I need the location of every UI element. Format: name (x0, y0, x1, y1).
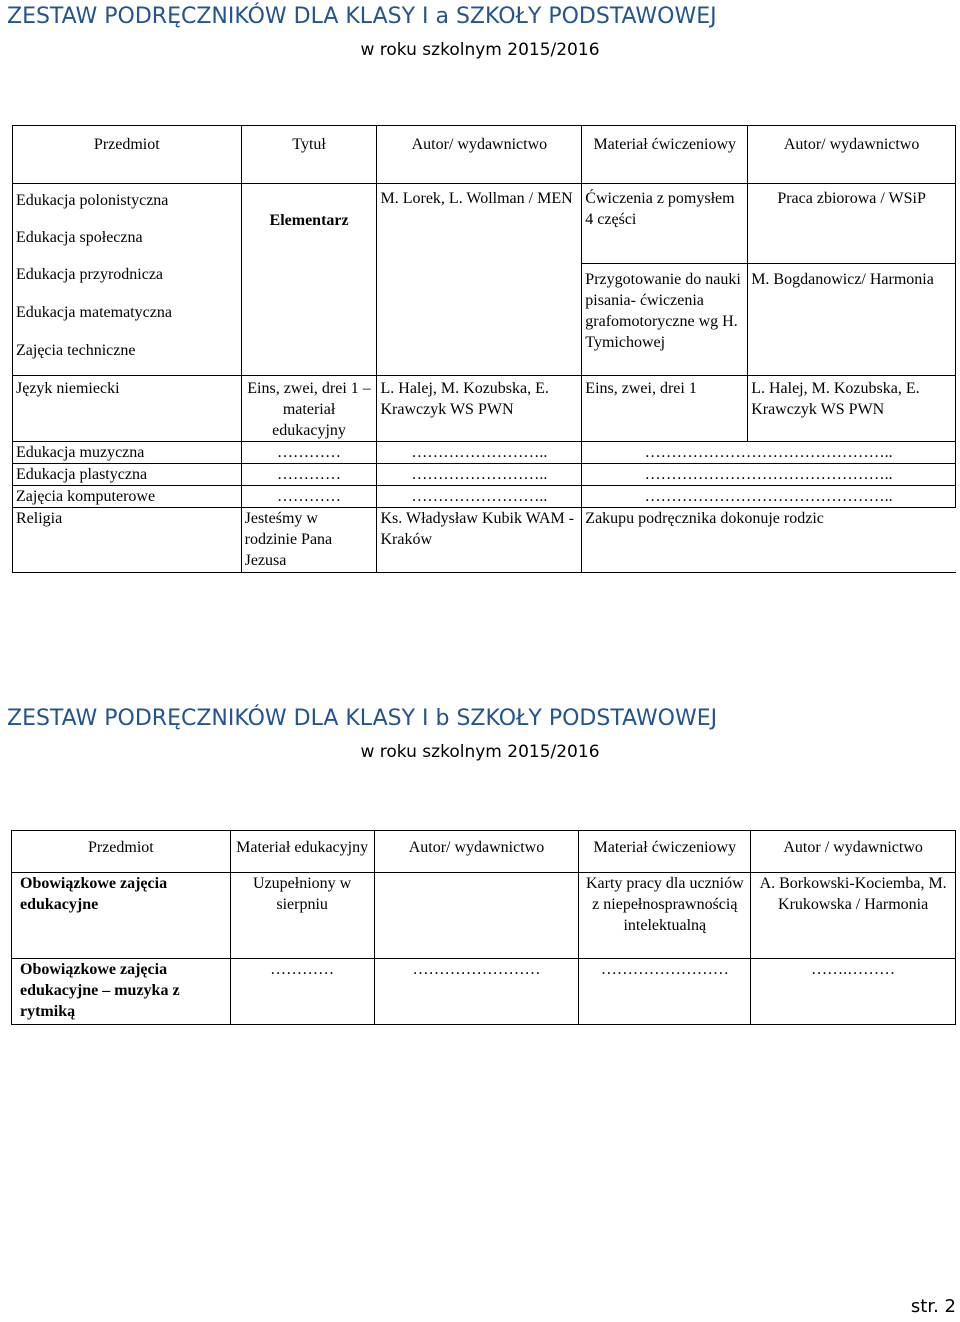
header-cell: Materiał ćwiczeniowy (579, 831, 751, 873)
table-row (13, 184, 956, 264)
dotted-cell: ……………………………………….. (582, 442, 956, 464)
dotted-cell: ………… (241, 486, 377, 508)
section-a-title: ZESTAW PODRĘCZNIKÓW DLA KLASY I a SZKOŁY PODSTAWOWEJ (7, 4, 717, 29)
header-cell: Materiał ćwiczeniowy (582, 126, 748, 184)
subject-cell: Obowiązkowe zajęcia edukacyjne – muzyka z rytmiką (12, 959, 231, 1025)
material-author-cell: L. Halej, M. Kozubska, E. Krawczyk WS PWN (748, 376, 956, 442)
exercise-cell: Karty pracy dla uczniów z niepełnosprawnością intelektualną (579, 873, 751, 959)
subject-item: Zajęcia techniczne (16, 342, 136, 359)
class-ib-books-table (11, 830, 956, 1025)
subject-cell: Religia (13, 508, 242, 573)
author-cell: L. Halej, M. Kozubska, E. Krawczyk WS PWN (377, 376, 582, 442)
material-cell: Przygotowanie do nauki pisania- ćwiczenia grafomotoryczne wg H. Tymichowej (582, 264, 748, 376)
table-row (13, 376, 956, 442)
class-ia-books-table (12, 125, 956, 573)
header-cell: Przedmiot (12, 831, 231, 873)
table-row (13, 486, 956, 508)
exercise-author-cell: A. Borkowski-Kociemba, M. Krukowska / Harmonia (751, 873, 956, 959)
subject-item: Edukacja przyrodnicza (16, 266, 164, 283)
header-cell: Tytuł (241, 126, 377, 184)
subject-item: Edukacja społeczna (16, 229, 143, 246)
table-header-row (12, 831, 956, 873)
table-row (13, 442, 956, 464)
dotted-cell: ………… (230, 959, 374, 1025)
note-cell: Zakupu podręcznika dokonuje rodzic (582, 508, 956, 573)
title-cell (241, 264, 377, 376)
dotted-cell: …………………….. (377, 486, 582, 508)
material-cell: Ćwiczenia z pomysłem 4 części (582, 184, 748, 264)
table-header-row (13, 126, 956, 184)
title-cell: Eins, zwei, drei 1 – materiał edukacyjny (241, 376, 377, 442)
title-cell: Jesteśmy w rodzinie Pana Jezusa (241, 508, 377, 573)
header-cell: Materiał edukacyjny (230, 831, 374, 873)
subject-cell: Edukacja plastyczna (13, 464, 242, 486)
subject-cell: Obowiązkowe zajęcia edukacyjne (12, 873, 231, 959)
section-b-subtitle: w roku szkolnym 2015/2016 (360, 742, 600, 762)
table-row (13, 508, 956, 573)
page-number: str. 2 (910, 1296, 956, 1317)
dotted-cell: ……………………………………….. (582, 486, 956, 508)
material-cell: Uzupełniony w sierpniu (230, 873, 374, 959)
author-cell: Ks. Władysław Kubik WAM - Kraków (377, 508, 582, 573)
table-row (12, 873, 956, 959)
table-row (13, 464, 956, 486)
dotted-cell: …………………….. (377, 464, 582, 486)
dotted-cell: …………………….. (377, 442, 582, 464)
table-row (12, 959, 956, 1025)
header-cell: Przedmiot (13, 126, 242, 184)
header-cell: Autor / wydawnictwo (751, 831, 956, 873)
header-cell: Autor/ wydawnictwo (748, 126, 956, 184)
material-author-cell: Praca zbiorowa / WSiP (748, 184, 956, 264)
author-cell: M. Lorek, L. Wollman / MEN (377, 184, 582, 264)
subject-cell: Język niemiecki (13, 376, 242, 442)
material-cell: Eins, zwei, drei 1 (582, 376, 748, 442)
title-cell: Elementarz (241, 184, 377, 264)
dotted-cell: ……………………………………….. (582, 464, 956, 486)
dotted-cell: ………… (241, 464, 377, 486)
dotted-cell: …….……… (751, 959, 956, 1025)
subject-cell: Zajęcia komputerowe (13, 486, 242, 508)
header-cell: Autor/ wydawnictwo (374, 831, 579, 873)
subject-item: Edukacja matematyczna (16, 304, 172, 321)
section-b-title: ZESTAW PODRĘCZNIKÓW DLA KLASY I b SZKOŁY PODSTAWOWEJ (7, 706, 718, 731)
dotted-cell: …………………… (579, 959, 751, 1025)
author-cell (377, 264, 582, 376)
dotted-cell: ………… (241, 442, 377, 464)
section-a-subtitle: w roku szkolnym 2015/2016 (360, 40, 600, 60)
dotted-cell: …………………… (374, 959, 579, 1025)
subject-group-cell (13, 184, 242, 376)
author-cell (374, 873, 579, 959)
header-cell: Autor/ wydawnictwo (377, 126, 582, 184)
material-author-cell: M. Bogdanowicz/ Harmonia (748, 264, 956, 376)
subject-item: Edukacja polonistyczna (16, 192, 169, 209)
subject-cell: Edukacja muzyczna (13, 442, 242, 464)
